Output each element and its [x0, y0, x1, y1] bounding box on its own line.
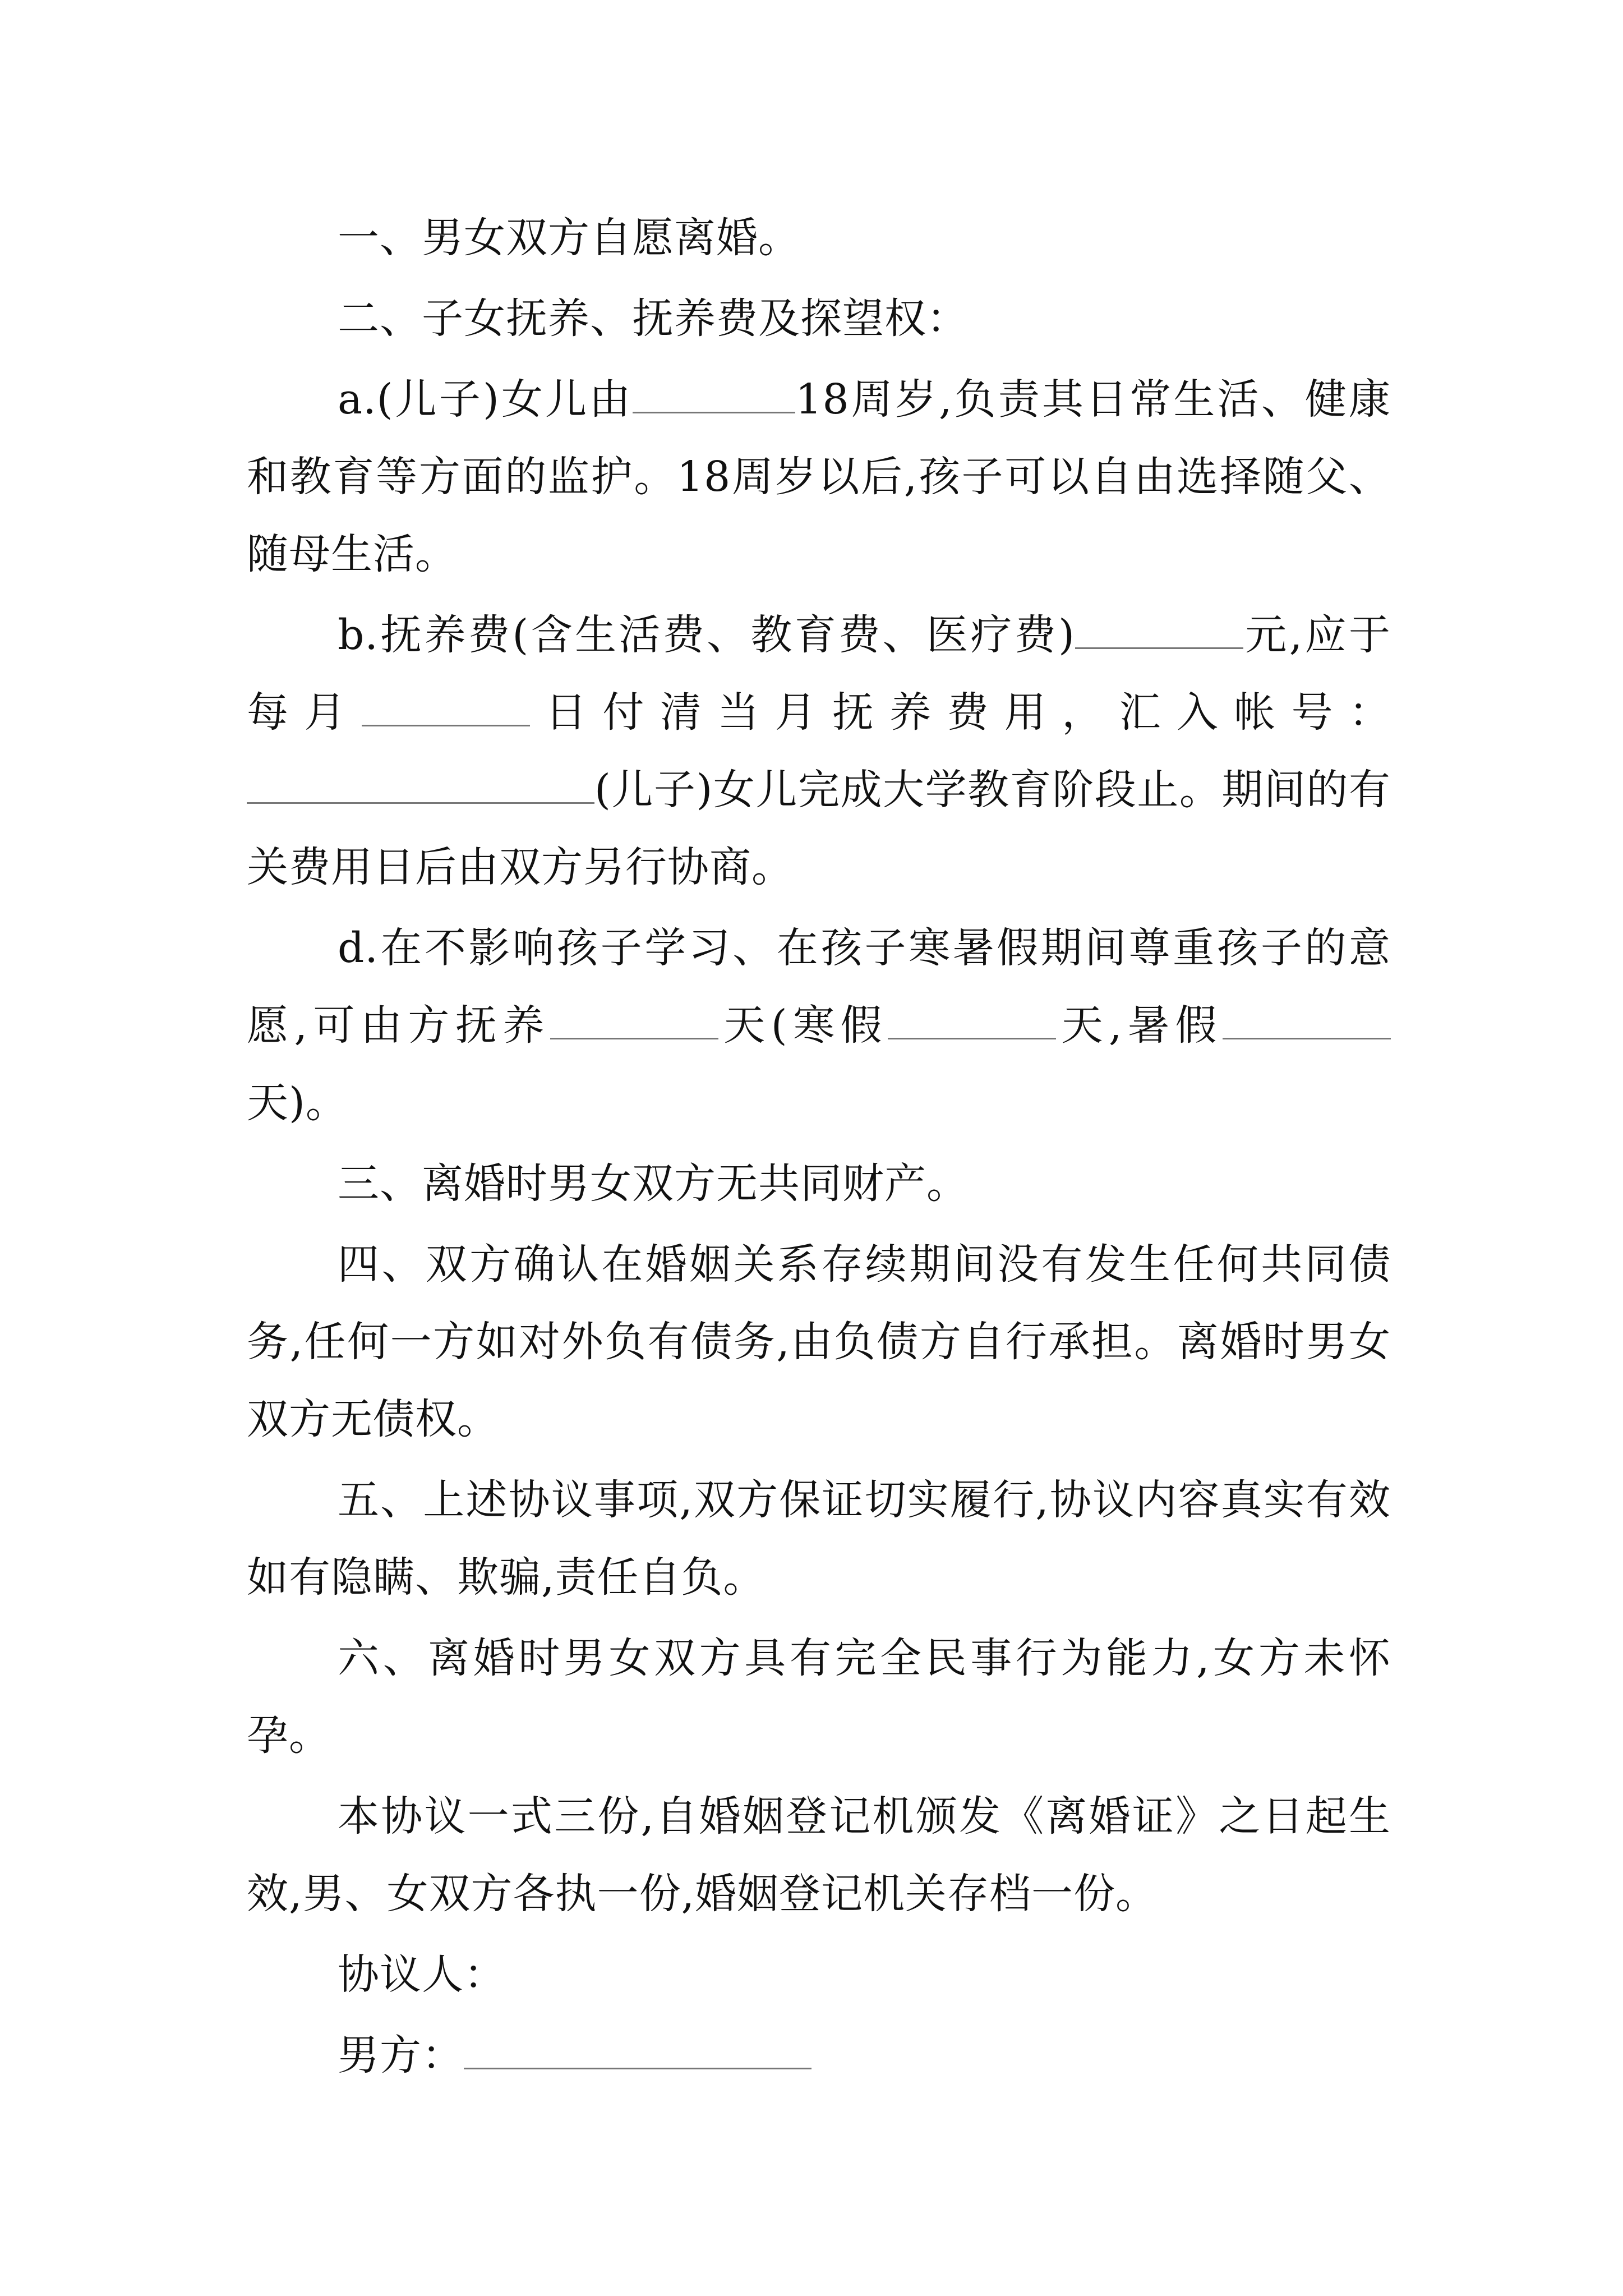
blank-pay-day[interactable]: [362, 685, 530, 726]
clause-2d: d.在不影响孩子学习、在孩子寒暑假期间尊重孩子的意愿,可由方抚养 天(寒假 天,暑假天)。: [247, 924, 1391, 1127]
blank-summer-days[interactable]: [1223, 999, 1391, 1039]
agreement-page: [247, 199, 1391, 2097]
signatories-label: 协议人：: [338, 1950, 506, 1999]
blank-custodian[interactable]: [633, 372, 795, 413]
clause-4: 四、双方确认在婚姻关系存续期间没有发生任何共同债务,任何一方如对外负有债务,由负债方自行承担。离婚时男女双方无债权。: [247, 1240, 1391, 1443]
clause-6: 六、离婚时男女双方具有完全民事行为能力,女方未怀孕。: [247, 1634, 1391, 1760]
clause-1: 一、男女双方自愿离婚。: [338, 214, 800, 262]
blank-custody-days[interactable]: [550, 999, 718, 1039]
blank-winter-days[interactable]: [888, 999, 1056, 1039]
blank-support-amount[interactable]: [1075, 608, 1243, 649]
male-signature-line: 男方：: [247, 2017, 1391, 2094]
clause-2a: a.(儿子)女儿由 18周岁,负责其日常生活、健康和教育等方面的监护。18周岁以后,孩子可以自由选择随父、随母生活。: [247, 361, 1391, 593]
clause-3: 三、离婚时男女双方无共同财产。: [338, 1159, 969, 1208]
clause-2b: b.抚养费(含生活费、教育费、医疗费) 元,应于每月 日付清当月抚养费用，汇入帐号：(儿子)女儿完成大学教育阶段止。期间的有关费用日后由双方另行协商。: [247, 596, 1391, 906]
male-signature-field[interactable]: [464, 2028, 811, 2069]
blank-account-number[interactable]: [247, 763, 594, 804]
clause-5: 五、上述协议事项,双方保证切实履行,协议内容真实有效如有隐瞒、欺骗,责任自负。: [247, 1476, 1391, 1602]
copies-clause: 本协议一式三份,自婚姻登记机颁发《离婚证》之日起生效,男、女双方各执一份,婚姻登记机关存档一份。: [247, 1792, 1391, 1918]
clause-2-title: 二、子女抚养、抚养费及探望权：: [338, 295, 969, 343]
